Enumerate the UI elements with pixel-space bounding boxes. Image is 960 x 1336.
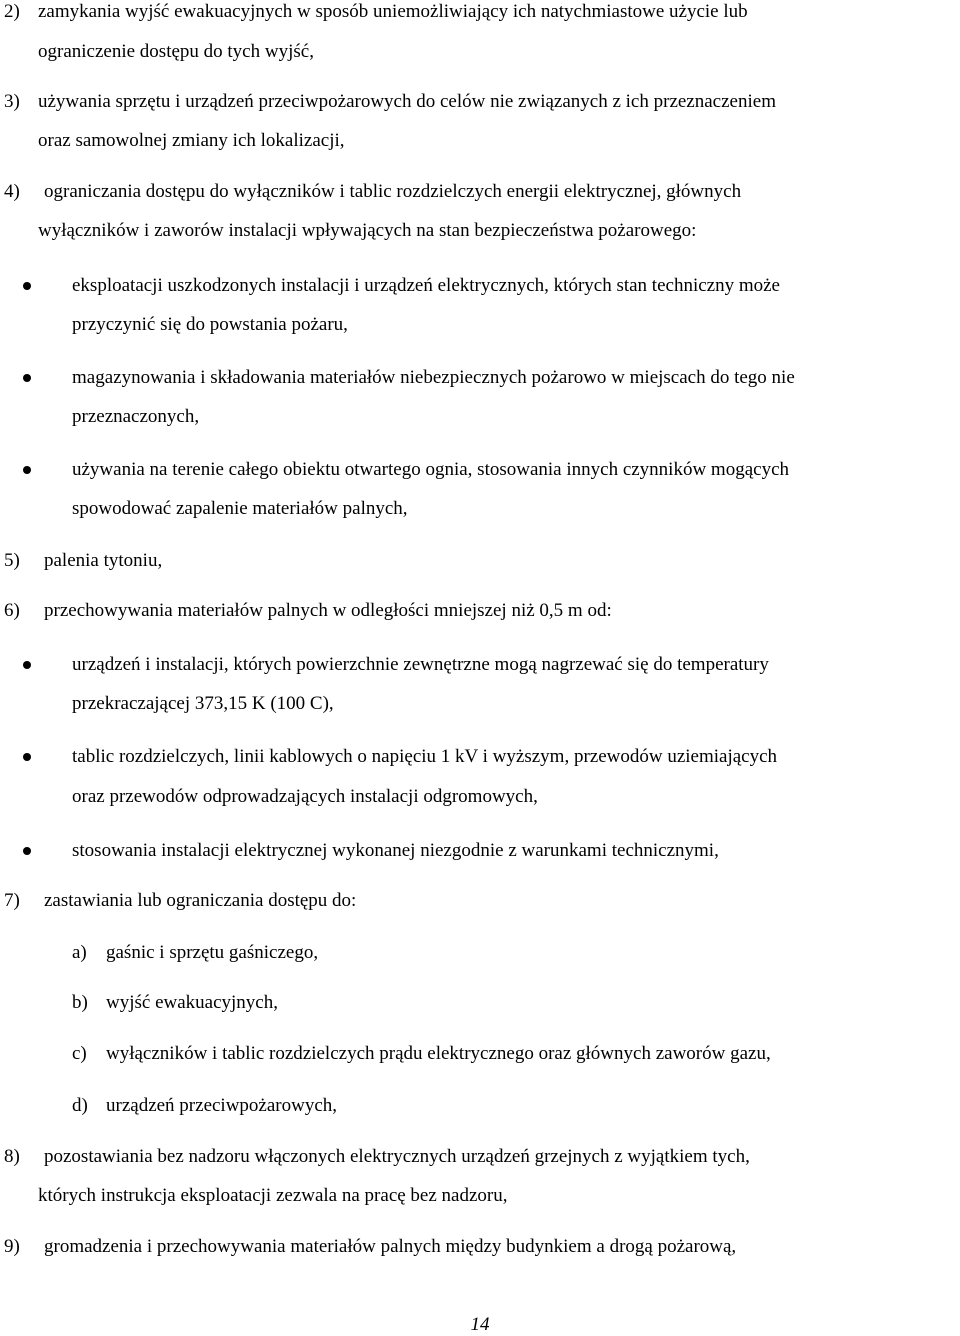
item-text: zamykania wyjść ewakuacyjnych w sposób uniemożliwiający ich natychmiastowe użycie lub xyxy=(38,1,748,22)
item-text: pozostawiania bez nadzoru włączonych elektrycznych urządzeń grzejnych z wyjątkiem tych, xyxy=(44,1146,750,1167)
sub-item-text: gaśnic i sprzętu gaśniczego, xyxy=(106,942,319,963)
item-text: palenia tytoniu, xyxy=(44,550,163,571)
item-marker: 7) xyxy=(4,890,20,911)
bullet-icon xyxy=(23,282,31,290)
bullet-text: magazynowania i składowania materiałów niebezpiecznych pożarowo w miejscach do tego nie xyxy=(72,367,795,388)
bullet-icon xyxy=(23,847,31,855)
item-marker: 4) xyxy=(4,181,20,202)
sub-item-marker: c) xyxy=(72,1043,87,1064)
item-text: gromadzenia i przechowywania materiałów palnych między budynkiem a drogą pożarową, xyxy=(44,1236,737,1257)
item-text: używania sprzętu i urządzeń przeciwpożarowych do celów nie związanych z ich przeznaczeniem xyxy=(38,91,776,112)
bullet-text: przyczynić się do powstania pożaru, xyxy=(72,314,348,335)
page-number: 14 xyxy=(470,1314,490,1335)
bullet-icon xyxy=(23,466,31,474)
item-marker: 5) xyxy=(4,550,20,571)
item-marker: 8) xyxy=(4,1146,20,1167)
item-marker: 6) xyxy=(4,600,20,621)
bullet-text: spowodować zapalenie materiałów palnych, xyxy=(72,498,408,519)
sub-item-marker: b) xyxy=(72,992,88,1013)
bullet-text: urządzeń i instalacji, których powierzchnie zewnętrzne mogą nagrzewać się do temperatury xyxy=(72,654,769,675)
sub-item-text: wyłączników i tablic rozdzielczych prądu elektrycznego oraz głównych zaworów gazu, xyxy=(106,1043,771,1064)
item-text: wyłączników i zaworów instalacji wpływających na stan bezpieczeństwa pożarowego: xyxy=(38,220,697,241)
bullet-icon xyxy=(23,374,31,382)
bullet-text: tablic rozdzielczych, linii kablowych o napięciu 1 kV i wyższym, przewodów uziemiających xyxy=(72,746,778,767)
item-text: zastawiania lub ograniczania dostępu do: xyxy=(44,890,357,911)
item-marker: 9) xyxy=(4,1236,20,1257)
bullet-text: używania na terenie całego obiektu otwartego ognia, stosowania innych czynników mogących xyxy=(72,459,790,480)
item-text: przechowywania materiałów palnych w odległości mniejszej niż 0,5 m od: xyxy=(44,600,612,621)
item-text: ograniczenie dostępu do tych wyjść, xyxy=(38,41,314,62)
sub-item-text: urządzeń przeciwpożarowych, xyxy=(106,1095,338,1116)
bullet-text: przeznaczonych, xyxy=(72,406,200,427)
item-marker: 2) xyxy=(4,1,20,22)
bullet-text: stosowania instalacji elektrycznej wykonanej niezgodnie z warunkami technicznymi, xyxy=(72,840,719,861)
bullet-icon xyxy=(23,661,31,669)
sub-item-marker: a) xyxy=(72,942,87,963)
bullet-icon xyxy=(23,753,31,761)
bullet-text: eksploatacji uszkodzonych instalacji i urządzeń elektrycznych, których stan techniczny może xyxy=(72,275,780,296)
sub-item-marker: d) xyxy=(72,1095,88,1116)
bullet-text: oraz przewodów odprowadzających instalacji odgromowych, xyxy=(72,786,538,807)
bullet-text: przekraczającej 373,15 K (100 C), xyxy=(72,693,334,714)
item-marker: 3) xyxy=(4,91,20,112)
sub-item-text: wyjść ewakuacyjnych, xyxy=(106,992,278,1013)
item-text: ograniczania dostępu do wyłączników i tablic rozdzielczych energii elektrycznej, głównych xyxy=(44,181,742,202)
item-text: których instrukcja eksploatacji zezwala na pracę bez nadzoru, xyxy=(38,1185,508,1206)
item-text: oraz samowolnej zmiany ich lokalizacji, xyxy=(38,130,345,151)
